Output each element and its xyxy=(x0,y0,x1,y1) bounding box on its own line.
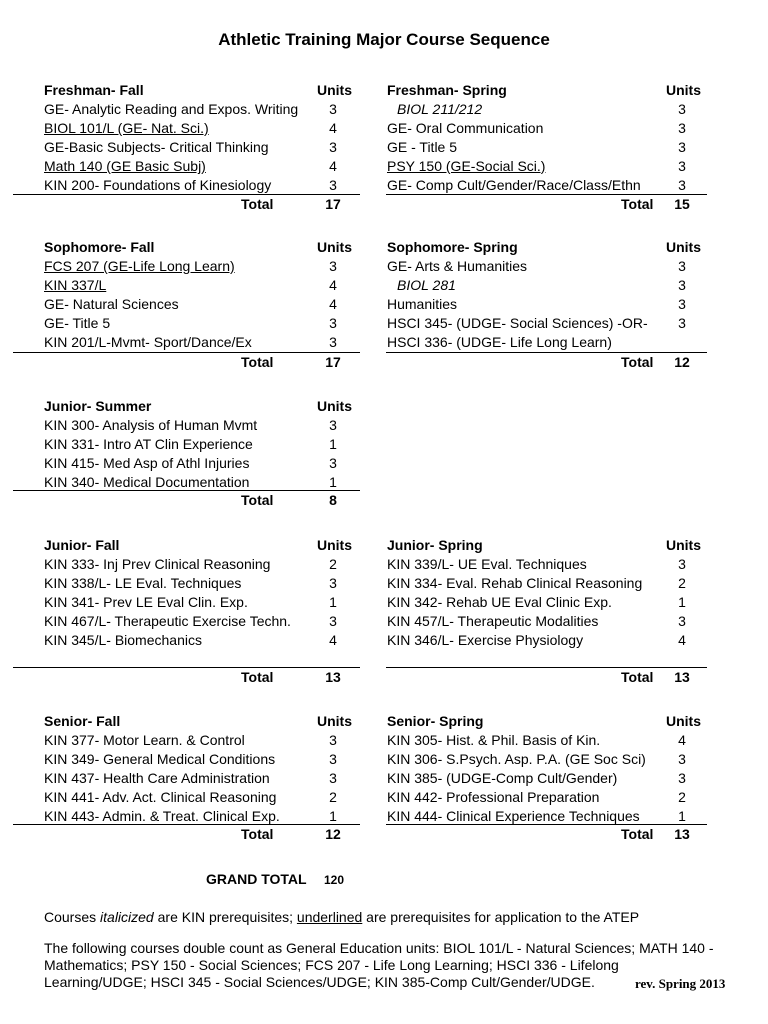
total-value: 12 xyxy=(674,354,690,370)
section-jr-spring xyxy=(387,537,706,651)
course-units: 1 xyxy=(678,594,686,610)
course-name: KIN 349- General Medical Conditions xyxy=(44,751,276,767)
total-value: 13 xyxy=(674,826,690,842)
course-units: 1 xyxy=(329,594,337,610)
legend-italic-word: italicized xyxy=(100,909,154,925)
course-units: 3 xyxy=(678,751,686,767)
total-value: 17 xyxy=(325,196,341,212)
course-name: Math 140 (GE Basic Subj) xyxy=(44,158,206,174)
section-fresh-fall xyxy=(44,82,357,196)
course-row xyxy=(44,277,357,296)
course-name: KIN 342- Rehab UE Eval Clinic Exp. xyxy=(387,594,612,610)
term-label: Sophomore- Fall xyxy=(44,239,155,255)
course-units: 3 xyxy=(678,139,686,155)
course-name: KIN 338/L- LE Eval. Techniques xyxy=(44,575,242,591)
course-row xyxy=(44,632,357,651)
course-row xyxy=(387,751,706,770)
course-row xyxy=(387,296,706,315)
course-units: 4 xyxy=(329,120,337,136)
section-header xyxy=(387,537,706,556)
course-units: 3 xyxy=(329,334,337,350)
course-row xyxy=(387,158,706,177)
course-row xyxy=(387,770,706,789)
total-label: Total xyxy=(621,826,654,842)
term-label: Sophomore- Spring xyxy=(387,239,518,255)
section-total xyxy=(386,194,707,213)
course-units: 3 xyxy=(678,120,686,136)
section-total xyxy=(13,194,360,213)
course-row xyxy=(44,751,357,770)
course-row xyxy=(387,789,706,808)
course-units: 3 xyxy=(329,177,337,193)
section-total xyxy=(13,824,360,843)
course-units: 3 xyxy=(678,277,686,293)
course-units: 3 xyxy=(329,139,337,155)
units-header: Units xyxy=(666,82,701,98)
course-name: KIN 331- Intro AT Clin Experience xyxy=(44,436,253,452)
units-header: Units xyxy=(317,239,352,255)
course-name: HSCI 345- (UDGE- Social Sciences) -OR- xyxy=(387,315,648,331)
section-header xyxy=(44,713,357,732)
course-name: KIN 467/L- Therapeutic Exercise Techn. xyxy=(44,613,291,629)
course-name: PSY 150 (GE-Social Sci.) xyxy=(387,158,546,174)
course-units: 4 xyxy=(329,296,337,312)
course-name: BIOL 281 xyxy=(397,277,456,293)
course-units: 2 xyxy=(678,575,686,591)
section-header xyxy=(44,537,357,556)
course-row xyxy=(44,158,357,177)
total-label: Total xyxy=(241,354,274,370)
course-row xyxy=(44,296,357,315)
total-label: Total xyxy=(241,492,274,508)
course-row xyxy=(44,770,357,789)
course-units: 3 xyxy=(678,177,686,193)
legend-text-3: are prerequisites for application to the ATEP xyxy=(362,909,640,925)
course-units: 3 xyxy=(678,613,686,629)
course-row xyxy=(44,101,357,120)
course-units: 3 xyxy=(678,158,686,174)
course-row xyxy=(44,789,357,808)
course-row xyxy=(44,575,357,594)
course-units: 1 xyxy=(329,808,337,824)
course-row xyxy=(44,417,357,436)
units-header: Units xyxy=(666,713,701,729)
section-total xyxy=(386,824,707,843)
term-label: Freshman- Spring xyxy=(387,82,507,98)
units-header: Units xyxy=(666,537,701,553)
course-units: 2 xyxy=(329,556,337,572)
course-row xyxy=(387,315,706,334)
course-row xyxy=(44,455,357,474)
course-row xyxy=(387,101,706,120)
course-name: GE- Oral Communication xyxy=(387,120,544,136)
section-total xyxy=(13,667,360,686)
legend-underline-word: underlined xyxy=(296,909,363,925)
course-units: 3 xyxy=(678,770,686,786)
total-label: Total xyxy=(621,196,654,212)
course-name: KIN 385- (UDGE-Comp Cult/Gender) xyxy=(387,770,618,786)
course-name: KIN 442- Professional Preparation xyxy=(387,789,600,805)
grand-total-value: 120 xyxy=(324,873,345,887)
course-name: KIN 346/L- Exercise Physiology xyxy=(387,632,584,648)
course-name: GE- Analytic Reading and Expos. Writing xyxy=(44,101,299,117)
course-units: 3 xyxy=(329,315,337,331)
course-units: 3 xyxy=(678,296,686,312)
grand-total-label: GRAND TOTAL xyxy=(206,871,307,887)
legend-text-2: are KIN prerequisites; xyxy=(153,909,297,925)
units-header: Units xyxy=(317,82,352,98)
total-value: 13 xyxy=(325,669,341,685)
course-units: 3 xyxy=(329,417,337,433)
course-row xyxy=(387,277,706,296)
course-row xyxy=(387,334,706,353)
course-name: GE - Title 5 xyxy=(387,139,458,155)
section-total xyxy=(13,490,360,509)
course-name: KIN 200- Foundations of Kinesiology xyxy=(44,177,272,193)
course-units: 3 xyxy=(329,455,337,471)
total-label: Total xyxy=(621,354,654,370)
course-row xyxy=(44,732,357,751)
course-name: FCS 207 (GE-Life Long Learn) xyxy=(44,258,235,274)
term-label: Junior- Summer xyxy=(44,398,152,414)
course-name: KIN 300- Analysis of Human Mvmt xyxy=(44,417,258,433)
course-row xyxy=(387,613,706,632)
total-value: 12 xyxy=(325,826,341,842)
section-sr-spring xyxy=(387,713,706,827)
course-name: GE- Title 5 xyxy=(44,315,111,331)
course-row xyxy=(387,632,706,651)
units-header: Units xyxy=(317,537,352,553)
units-header: Units xyxy=(317,713,352,729)
course-name: KIN 340- Medical Documentation xyxy=(44,474,250,490)
course-name: KIN 333- Inj Prev Clinical Reasoning xyxy=(44,556,271,572)
course-name: Humanities xyxy=(387,296,458,312)
course-units: 3 xyxy=(329,101,337,117)
section-header xyxy=(387,82,706,101)
grand-total xyxy=(206,871,345,887)
course-name: BIOL 211/212 xyxy=(397,101,483,117)
term-label: Junior- Fall xyxy=(44,537,120,553)
course-row xyxy=(44,556,357,575)
course-name: KIN 334- Eval. Rehab Clinical Reasoning xyxy=(387,575,643,591)
ge-double-count-note: The following courses double count as General Education units: BIOL 101/L - Natural Sciences; MATH 140 - Mathematics; PSY 150 - Social Sciences; FCS 207 - Life Long Learning; HSCI 336 - Lifelong Learning/UDGE; HSCI 345 - Social Sciences/UDGE; KIN 385-Comp Cult/Gender/UDGE. xyxy=(44,940,714,990)
section-jr-summer xyxy=(44,398,357,493)
total-value: 15 xyxy=(674,196,690,212)
section-jr-fall xyxy=(44,537,357,651)
total-label: Total xyxy=(241,826,274,842)
revision-note: rev. Spring 2013 xyxy=(635,976,726,991)
section-header xyxy=(44,239,357,258)
course-name: KIN 457/L- Therapeutic Modalities xyxy=(387,613,599,629)
course-units: 3 xyxy=(329,732,337,748)
course-row xyxy=(387,594,706,613)
course-name: KIN 339/L- UE Eval. Techniques xyxy=(387,556,587,572)
course-name: KIN 437- Health Care Administration xyxy=(44,770,270,786)
course-units: 3 xyxy=(329,258,337,274)
course-row xyxy=(387,139,706,158)
term-label: Freshman- Fall xyxy=(44,82,144,98)
section-header xyxy=(387,713,706,732)
course-row xyxy=(44,436,357,455)
course-name: GE- Natural Sciences xyxy=(44,296,179,312)
course-name: KIN 201/L-Mvmt- Sport/Dance/Ex xyxy=(44,334,252,350)
units-header: Units xyxy=(317,398,352,414)
total-value: 17 xyxy=(325,354,341,370)
course-name: KIN 415- Med Asp of Athl Injuries xyxy=(44,455,250,471)
section-total xyxy=(386,667,707,686)
section-header xyxy=(44,398,357,417)
course-units: 4 xyxy=(678,632,686,648)
course-row xyxy=(44,258,357,277)
course-name: KIN 443- Admin. & Treat. Clinical Exp. xyxy=(44,808,280,824)
term-label: Junior- Spring xyxy=(387,537,483,553)
course-units: 3 xyxy=(329,770,337,786)
course-units: 3 xyxy=(329,751,337,767)
course-name: KIN 377- Motor Learn. & Control xyxy=(44,732,245,748)
section-header xyxy=(44,82,357,101)
course-row xyxy=(44,613,357,632)
course-name: KIN 306- S.Psych. Asp. P.A. (GE Soc Sci) xyxy=(387,751,646,767)
section-total xyxy=(386,352,707,371)
course-units: 1 xyxy=(678,808,686,824)
course-units: 3 xyxy=(678,258,686,274)
section-fresh-spring xyxy=(387,82,706,196)
course-row xyxy=(44,315,357,334)
course-name: KIN 341- Prev LE Eval Clin. Exp. xyxy=(44,594,248,610)
course-row xyxy=(387,120,706,139)
course-row xyxy=(44,334,357,353)
course-name: KIN 444- Clinical Experience Techniques xyxy=(387,808,640,824)
course-units: 1 xyxy=(329,474,337,490)
course-row xyxy=(387,575,706,594)
section-total xyxy=(13,352,360,371)
course-name: GE- Comp Cult/Gender/Race/Class/Ethn xyxy=(387,177,641,193)
course-name: HSCI 336- (UDGE- Life Long Learn) xyxy=(387,334,612,350)
course-units: 3 xyxy=(329,613,337,629)
course-name: BIOL 101/L (GE- Nat. Sci.) xyxy=(44,120,209,136)
course-units: 4 xyxy=(329,158,337,174)
course-units: 3 xyxy=(678,101,686,117)
course-name: GE- Arts & Humanities xyxy=(387,258,528,274)
course-units: 3 xyxy=(678,315,686,331)
course-units: 3 xyxy=(329,575,337,591)
total-label: Total xyxy=(241,196,274,212)
total-value: 8 xyxy=(329,492,337,508)
units-header: Units xyxy=(666,239,701,255)
course-name: KIN 441- Adv. Act. Clinical Reasoning xyxy=(44,789,277,805)
legend-note xyxy=(44,909,744,925)
course-units: 1 xyxy=(329,436,337,452)
course-row xyxy=(387,732,706,751)
total-label: Total xyxy=(241,669,274,685)
course-name: GE-Basic Subjects- Critical Thinking xyxy=(44,139,269,155)
course-units: 4 xyxy=(678,732,686,748)
term-label: Senior- Fall xyxy=(44,713,121,729)
section-header xyxy=(387,239,706,258)
total-label: Total xyxy=(621,669,654,685)
course-row xyxy=(44,120,357,139)
course-row xyxy=(44,594,357,613)
term-label: Senior- Spring xyxy=(387,713,484,729)
section-sr-fall xyxy=(44,713,357,827)
course-units: 4 xyxy=(329,632,337,648)
legend-text-1: Courses xyxy=(44,909,101,925)
course-units: 3 xyxy=(678,556,686,572)
course-row xyxy=(387,556,706,575)
course-row xyxy=(387,258,706,277)
course-row xyxy=(44,139,357,158)
section-soph-spring xyxy=(387,239,706,353)
page-title: Athletic Training Major Course Sequence xyxy=(218,30,550,49)
course-name: KIN 345/L- Biomechanics xyxy=(44,632,202,648)
course-units: 4 xyxy=(329,277,337,293)
course-name: KIN 305- Hist. & Phil. Basis of Kin. xyxy=(387,732,601,748)
course-name: KIN 337/L xyxy=(44,277,107,293)
course-units: 2 xyxy=(678,789,686,805)
section-soph-fall xyxy=(44,239,357,353)
total-value: 13 xyxy=(674,669,690,685)
course-units: 2 xyxy=(329,789,337,805)
